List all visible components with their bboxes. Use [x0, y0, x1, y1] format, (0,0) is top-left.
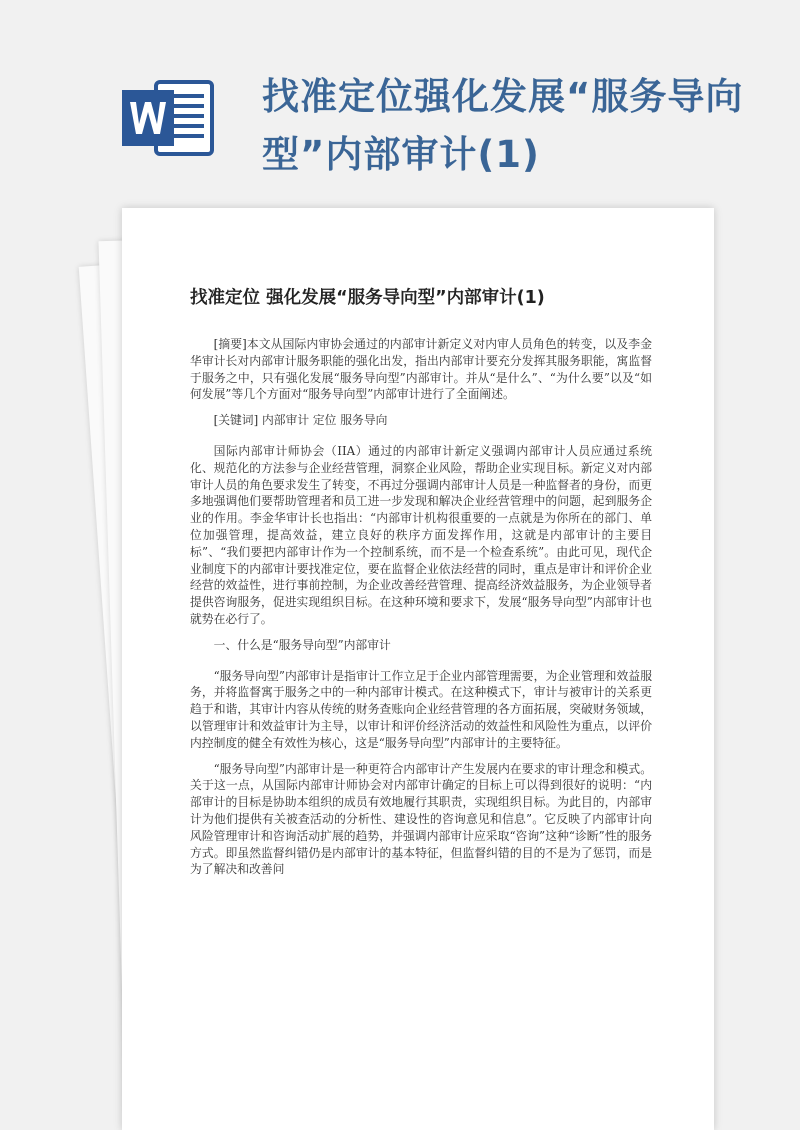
body-paragraph-1: 国际内部审计师协会（IIA）通过的内部审计新定义强调内部审计人员应通过系统化、规范化的方法参与企业经营管理，洞察企业风险，帮助企业实现目标。新定义对内部审计人员的角色要求发生了转变，不再过分强调内部审计人员是一种监督者的身份，而更多地强调他们要帮助管理者和员工进一步发现和解决企业经营管理中的问题，起到服务企业的作用。李金华审计长也指出：“内部审计机构很重要的一点就是为你所在的部门、单位加强管理，提高效益，建立良好的秩序方面发挥作用，这就是内部审计的主要目标”、“我们要把内部审计作为一个控制系统，而不是一个检查系统”。由此可见，现代企业制度下的内部审计要找准定位，要在监督企业依法经营的同时，重点是审计和评价企业经营的效益性，进行事前控制，为企业改善经营管理、提高经济效益服务，为企业领导者提供咨询服务，促进实现组织目标。在这种环境和要求下，发展“服务导向型”内部审计也就势在必行了。: [190, 443, 652, 626]
document-body: [190, 336, 652, 887]
header-title: 找准定位强化发展“服务导向型”内部审计(1): [262, 75, 744, 176]
page-header: [0, 0, 800, 200]
body-paragraph-2: “服务导向型”内部审计是指审计工作立足于企业内部管理需要，为企业管理和效益服务，并将监督寓于服务之中的一种内部审计模式。在这种模式下，审计与被审计的关系更趋于和谐，其审计内容从传统的财务查账向企业经营管理的各方面拓展，突破财务领域，以管理审计和效益审计为主导，以审计和评价经济活动的效益性和风险性为重点，以评价内控制度的健全有效性为核心，这是“服务导向型”内部审计的主要特征。: [190, 668, 652, 750]
section-heading-1: 一、什么是“服务导向型”内部审计: [213, 637, 391, 652]
body-paragraph-3: “服务导向型”内部审计是一种更符合内部审计产生发展内在要求的审计理念和模式。关于这一点，从国际内部审计师协会对内部审计确定的目标上可以得到很好的说明：“内部审计的目标是协助本组织的成员有效地履行其职责，实现组织目标。为此目的，内部审计为他们提供有关被查活动的分析性、建设性的咨询意见和信息”。它反映了内部审计向风险管理审计和咨询活动扩展的趋势，并强调内部审计应采取“咨询”这种“诊断”性的服务方式。即虽然监督纠错仍是内部审计的基本特征，但监督纠错的目的不是为了惩罚，而是为了解决和改善问: [190, 761, 652, 877]
word-document-icon: [118, 68, 218, 168]
document-page: [122, 208, 714, 1130]
keywords-line: [关键词] 内部审计 定位 服务导向: [213, 413, 388, 428]
document-title: 找准定位 强化发展“服务导向型”内部审计(1): [190, 288, 545, 308]
abstract-paragraph: [摘要]本文从国际内审协会通过的内部审计新定义对内审人员角色的转变，以及李金华审计长对内部审计服务职能的强化出发，指出内部审计要充分发挥其服务职能，寓监督于服务之中，只有强化发展“服务导向型”内部审计。并从“是什么”、“为什么要”以及“如何发展”等几个方面对“服务导向型”内部审计进行了全面阐述。: [190, 337, 652, 402]
